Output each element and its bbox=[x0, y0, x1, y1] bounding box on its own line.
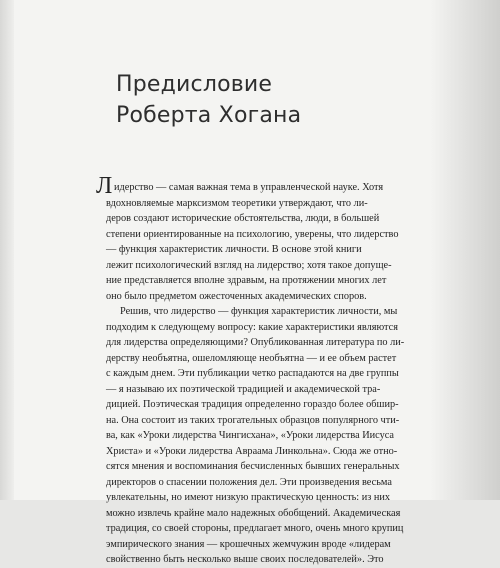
paragraph-1-line: — функция характеристик личности. В основе этой книги bbox=[106, 244, 362, 255]
paragraph-2-line: подходим к следующему вопросу: какие характеристики являются bbox=[106, 321, 398, 333]
page-edge-shadow bbox=[430, 0, 500, 500]
drop-cap: Л bbox=[96, 173, 113, 199]
paragraph-2-line: сятся мнения и воспоминания бесчисленных бывших генеральных bbox=[106, 461, 400, 472]
paragraph-1-line: степени ориентированные на психологию, уверены, что лидерство bbox=[106, 228, 399, 240]
paragraph-2-line: Христа» и «Уроки лидерства Авраама Линкольна». Сюда же отно- bbox=[106, 445, 398, 457]
chapter-heading-line-1: Предисловие bbox=[116, 72, 273, 97]
paragraph-2-line: эмпирического знания — крошечных жемчужин вроде «лидерам bbox=[106, 538, 391, 550]
paragraph-2-line: директоров о спасении положения дел. Эти произведения весьма bbox=[106, 476, 392, 488]
paragraph-2-line: — я называю их поэтической традицией и академической тра- bbox=[106, 383, 381, 395]
paragraph-2-line: для лидерства определяющими? Опубликованная литература по ли- bbox=[106, 337, 405, 348]
paragraph-2-line: на. Она состоит из таких трогательных образцов популярного чти- bbox=[106, 414, 400, 426]
paragraph-1-line: Л идерство — самая важная тема в управленческой науке. Хотя bbox=[96, 173, 384, 199]
paragraph-2-line: дерству необъятна, ошеломляюще необъятна — и ее объем растет bbox=[106, 352, 397, 364]
paragraph-2-line: традиция, со своей стороны, предлагает много, очень много крупиц bbox=[106, 523, 404, 534]
chapter-heading-line-2: Роберта Хогана bbox=[116, 103, 302, 128]
page-spine bbox=[0, 0, 14, 500]
paragraph-1-line: вдохновляемые марксизмом теоретики утверждают, что ли- bbox=[106, 197, 368, 209]
paragraph-2-line: с каждым днем. Эти публикации четко распадаются на две группы bbox=[106, 368, 399, 379]
paragraph-2-line: Решив, что лидерство — функция характеристик личности, мы bbox=[120, 306, 398, 317]
paragraph-2-line: ва, как «Уроки лидерства Чингисхана», «Уроки лидерства Иисуса bbox=[106, 430, 395, 441]
paragraph-2-line: можно извлечь крайне мало надежных обобщений. Академическая bbox=[106, 507, 401, 519]
paragraph-1-line: ние представляется вполне здравым, на протяжении многих лет bbox=[106, 275, 387, 286]
paragraph-1-line: оно было предметом ожесточенных академических споров. bbox=[106, 290, 367, 302]
paragraph-2-line: свойственно быть несколько выше своих последователей». Это bbox=[106, 554, 384, 565]
paragraph-1-line: деров создают исторические обстоятельства, люди, в большей bbox=[106, 213, 380, 224]
paragraph-1-line: лежит психологический взгляд на лидерство; хотя такое допуще- bbox=[106, 259, 392, 271]
body-text bbox=[96, 173, 405, 568]
paragraph-2-line: увлекательны, но имеют низкую практическую ценность: из них bbox=[106, 492, 391, 503]
chapter-heading bbox=[116, 69, 416, 131]
paragraph-2-line: дицией. Поэтическая традиция определенно гораздо более обшир- bbox=[106, 399, 399, 410]
